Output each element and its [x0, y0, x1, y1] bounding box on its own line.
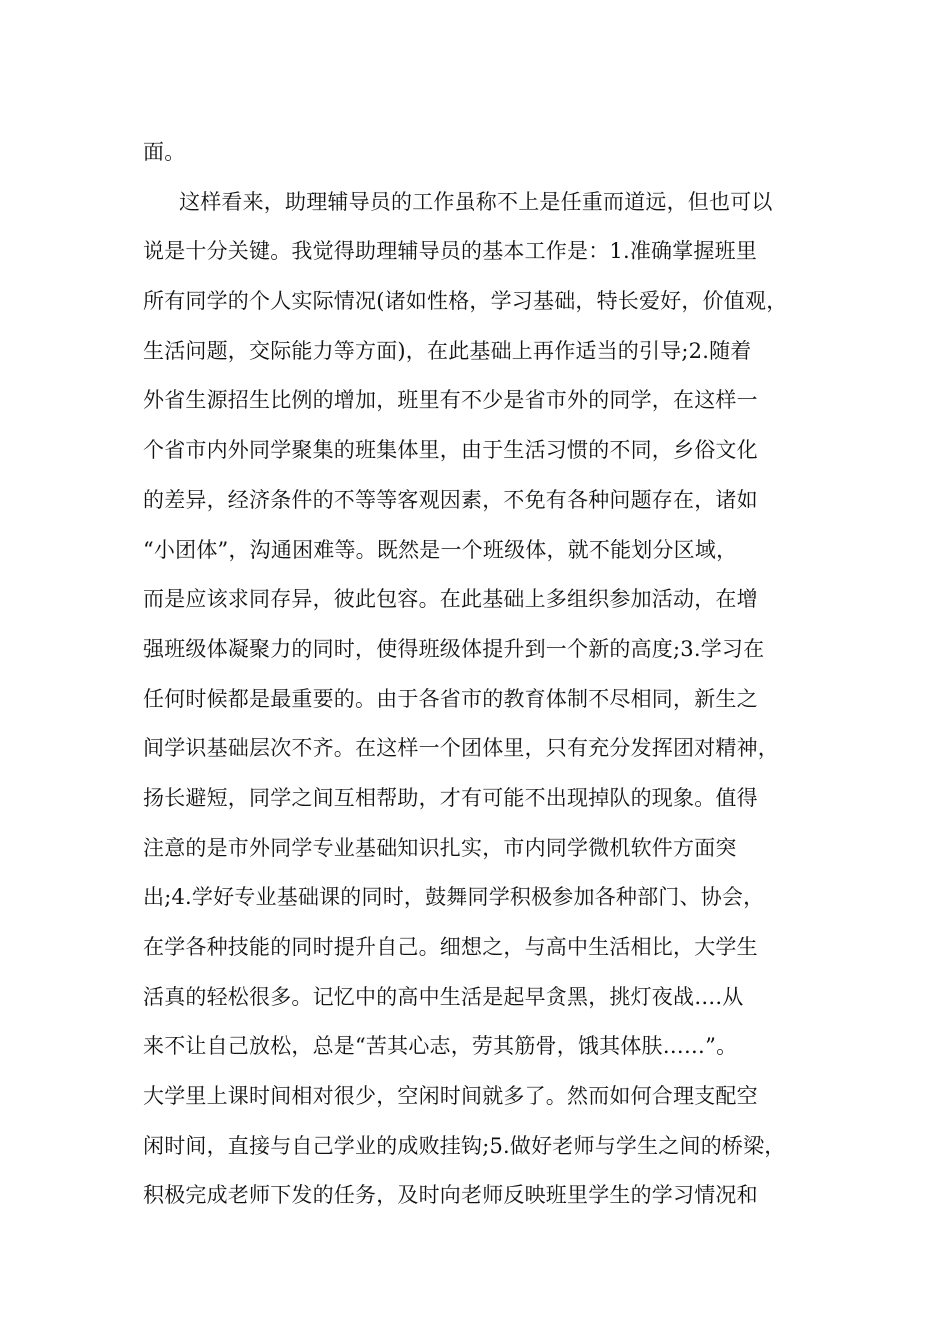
- text-line: 出;4.学好专业基础课的同时，鼓舞同学积极参加各种部门、协会，: [143, 885, 765, 910]
- text-line: 活真的轻松很多。记忆中的高中生活是起早贪黑，挑灯夜战….从: [143, 984, 744, 1009]
- text-line: 的差异，经济条件的不等等客观因素，不免有各种问题存在，诸如: [143, 487, 758, 512]
- text-line: 而是应该求同存异，彼此包容。在此基础上多组织参加活动，在增: [143, 587, 758, 612]
- text-line: 在学各种技能的同时提升自己。细想之，与高中生活相比，大学生: [143, 935, 758, 959]
- text-line: 这样看来，助理辅导员的工作虽称不上是任重而道远，但也可以: [179, 189, 773, 214]
- text-line: 强班级体凝聚力的同时，使得班级体提升到一个新的高度;3.学习在: [143, 636, 765, 661]
- text-line: 面。: [143, 140, 186, 164]
- text-line: 个省市内外同学聚集的班集体里，由于生活习惯的不同，乡俗文化: [143, 438, 758, 463]
- text-line: 大学里上课时间相对很少，空闲时间就多了。然而如何合理支配空: [143, 1084, 758, 1109]
- text-line: 扬长避短，同学之间互相帮助，才有可能不出现掉队的现象。值得: [143, 785, 758, 810]
- text-line: “小团体”，沟通困难等。既然是一个班级体，就不能划分区域，: [143, 537, 738, 562]
- text-line: 外省生源招生比例的增加，班里有不少是省市外的同学，在这样一: [143, 388, 758, 413]
- body-text: [143, 128, 833, 1221]
- text-line: 间学识基础层次不齐。在这样一个团体里，只有充分发挥团对精神，: [143, 736, 779, 761]
- text-line: 闲时间，直接与自己学业的成败挂钩;5.做好老师与学生之间的桥梁，: [143, 1133, 786, 1158]
- text-line: 任何时候都是最重要的。由于各省市的教育体制不尽相同，新生之: [143, 686, 758, 711]
- text-line: 说是十分关键。我觉得助理辅导员的基本工作是：1.准确掌握班里: [143, 239, 758, 264]
- text-line: 积极完成老师下发的任务，及时向老师反映班里学生的学习情况和: [143, 1183, 758, 1208]
- text-line: 注意的是市外同学专业基础知识扎实，市内同学微机软件方面突: [143, 835, 737, 860]
- text-line: 所有同学的个人实际情况(诸如性格，学习基础，特长爱好，价值观，: [143, 289, 788, 314]
- text-line: 生活问题，交际能力等方面)，在此基础上再作适当的引导;2.随着: [143, 338, 752, 363]
- text-line: 来不让自己放松，总是“苦其心志，劳其筋骨，饿其体肤……”。: [143, 1034, 738, 1059]
